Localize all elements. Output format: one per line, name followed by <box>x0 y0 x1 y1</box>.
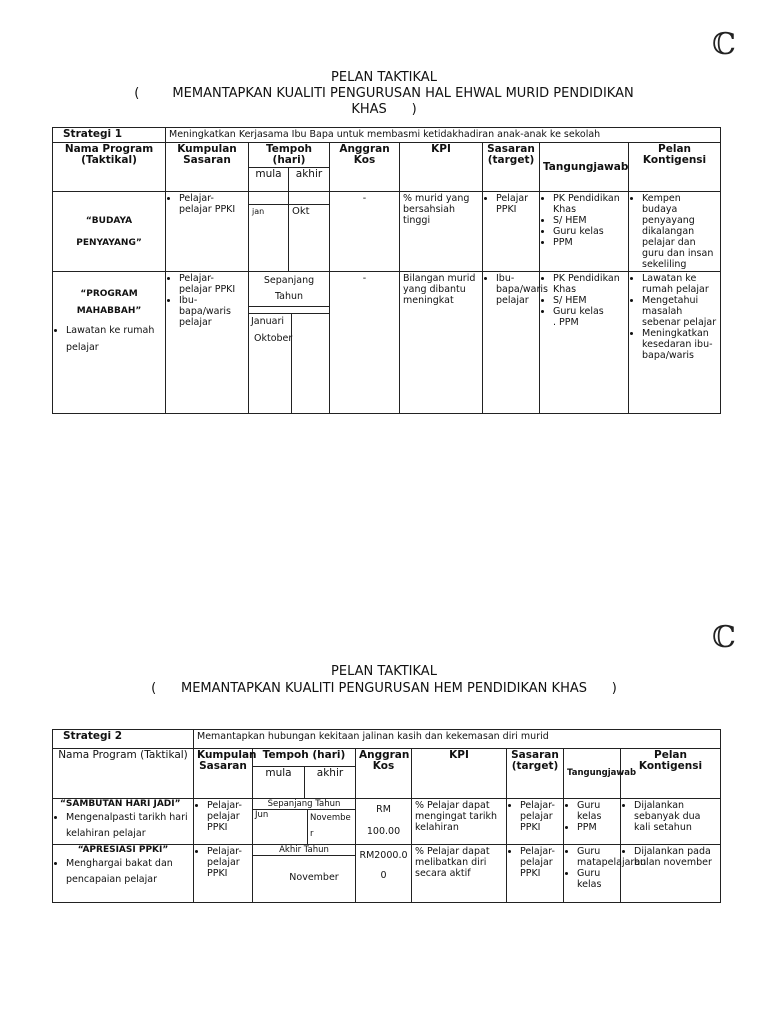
kpi-cell: Bilangan murid yang dibantu meningkat <box>400 272 483 414</box>
program-name: “SAMBUTAN HARI JADI” <box>60 799 181 809</box>
table-row <box>53 272 721 414</box>
list-item: • Mengetahui masalah sebenar pelajar <box>642 295 717 328</box>
list-item: • Guru kelas <box>553 226 625 237</box>
strategy-label: Strategi 2 <box>53 730 194 749</box>
target-group-cell <box>194 799 253 845</box>
header-end: akhir <box>305 767 356 799</box>
header-kpi: KPI <box>400 143 483 192</box>
budget-cell: RM 100.00 <box>356 799 412 845</box>
kpi-cell: % Pelajar dapat mengingat tarikh kelahiran <box>412 799 507 845</box>
list-item: • Dijalankan pada bulan november <box>634 846 717 868</box>
list-item: • Pelajar-pelajar PPKI <box>207 846 249 879</box>
page2-title: PELAN TAKTIKAL <box>331 664 437 679</box>
tactical-plan-table-1 <box>52 127 721 414</box>
table-row <box>53 192 721 272</box>
page2-subtitle: ( MEMANTAPKAN KUALITI PENGURUSAN HEM PENDIDIKAN KHAS ) <box>151 681 617 696</box>
period-cell <box>253 845 356 903</box>
list-item: • Pelajar-pelajar PPKI <box>179 273 245 295</box>
start-value: Jun <box>253 810 308 844</box>
list-item: • S/ HEM <box>553 295 625 306</box>
list-item: • Pelajar-pelajar PPKI <box>520 846 560 879</box>
header-contingency: Pelan Kontigensi <box>629 143 721 192</box>
target-group-cell <box>166 192 249 272</box>
list-item: • Pelajar PPKI <box>496 193 536 215</box>
header-target-group: Kumpulan Sasaran <box>166 143 249 192</box>
list-item: • Ibu-bapa/waris pelajar <box>496 273 536 306</box>
header-kpi: KPI <box>412 749 507 799</box>
list-item: • Kempen budaya penyayang dikalangan pelajar dan guru dan insan sekeliling <box>642 193 717 270</box>
responsible-cell <box>564 845 647 903</box>
list-item: • Guru matapelajaran <box>577 846 617 868</box>
program-cell <box>53 845 194 903</box>
oktober-label: Oktober <box>254 333 293 344</box>
header-program: Nama Program (Taktikal) <box>53 143 166 192</box>
program-name: “PROGRAM MAHABBAH” <box>76 289 142 316</box>
end-value: November <box>310 813 351 839</box>
target-cell <box>483 192 540 272</box>
header-program: Nama Program (Taktikal) <box>53 749 194 799</box>
start-value: Januari <box>249 314 292 413</box>
target-cell <box>483 272 548 414</box>
budget-cell: - <box>330 272 400 414</box>
kpi-cell: % Pelajar dapat melibatkan diri secara aktif <box>412 845 507 903</box>
kpi-cell: % murid yang bersahsiah tinggi <box>400 192 483 272</box>
responsible-cell <box>540 272 629 414</box>
page1-subtitle-line2: KHAS ) <box>351 102 417 117</box>
contingency-cell <box>629 192 721 272</box>
page1-subtitle-line1: ( MEMANTAPKAN KUALITI PENGURUSAN HAL EHWAL MURID PENDIDIKAN <box>134 86 634 101</box>
header-period: Tempoh (hari) <box>253 749 356 767</box>
budget-cell: RM2000.00 <box>356 845 412 903</box>
contingency-cell <box>621 845 721 903</box>
list-item: • PPM <box>553 237 625 248</box>
period-top: Akhir Tahun <box>253 845 355 856</box>
list-item: • Lawatan ke rumah pelajar <box>66 322 162 356</box>
end-value <box>292 314 329 413</box>
target-cell <box>507 845 564 903</box>
program-cell <box>53 192 166 272</box>
header-target-group: Kumpulan Sasaran <box>194 749 253 799</box>
list-item: • Meningkatkan kesedaran ibu-bapa/waris <box>642 328 717 361</box>
period-top: Sepanjang Tahun <box>253 799 355 810</box>
document-corner-mark: ℂ <box>712 27 736 62</box>
start-value: jan <box>252 207 265 216</box>
table-row <box>53 799 721 845</box>
header-budget: Anggran Kos <box>356 749 412 799</box>
list-item: • PPM <box>577 822 617 833</box>
header-target: Sasaran (target) <box>507 749 564 799</box>
strategy-text: Meningkatkan Kerjasama Ibu Bapa untuk membasmi ketidakhadiran anak-anak ke sekolah <box>166 128 721 143</box>
contingency-cell <box>629 272 721 414</box>
target-group-cell <box>194 845 253 903</box>
list-item: • PK Pendidikan Khas <box>553 273 625 295</box>
target-cell <box>507 799 564 845</box>
table-row <box>53 845 721 903</box>
tactical-plan-table-2 <box>52 729 721 903</box>
contingency-cell <box>621 799 721 845</box>
responsible-cell <box>540 192 629 272</box>
list-item: • Dijalankan sebanyak dua kali setahun <box>634 800 717 833</box>
list-item: • S/ HEM <box>553 215 625 226</box>
list-item: • Guru kelas <box>577 800 617 822</box>
header-start: mula <box>253 767 305 799</box>
list-item: • Menghargai bakat dan pencapaian pelajar <box>66 856 190 888</box>
document-corner-mark: ℂ <box>712 620 736 655</box>
list-item: • Pelajar-pelajar PPKI <box>179 193 245 215</box>
list-item: • Mengenalpasti tarikh hari kelahiran pelajar <box>66 810 190 842</box>
list-item: • Guru kelas <box>553 306 625 317</box>
budget-cell: - <box>330 192 400 272</box>
header-responsible: Tangungjawab <box>540 143 629 192</box>
list-item: • Guru kelas <box>577 868 617 890</box>
list-item: • Pelajar-pelajar PPKI <box>520 800 560 833</box>
program-cell <box>53 272 166 414</box>
program-name: “APRESIASI PPKI” <box>77 845 169 855</box>
period-top: Sepanjang Tahun <box>249 272 329 307</box>
period-cell <box>253 799 356 845</box>
page1-title: PELAN TAKTIKAL <box>331 70 437 85</box>
header-end: akhir <box>289 168 330 192</box>
program-name: “BUDAYA PENYAYANG” <box>76 215 142 248</box>
list-item: • Ibu-bapa/waris pelajar <box>179 295 245 328</box>
program-cell <box>53 799 194 845</box>
target-group-cell <box>166 272 249 414</box>
list-item: . PPM <box>553 317 579 328</box>
header-start: mula <box>249 168 289 192</box>
responsible-cell <box>564 799 621 845</box>
list-item: • Lawatan ke rumah pelajar <box>642 273 717 295</box>
end-cell <box>289 192 330 272</box>
end-value: November <box>289 872 339 883</box>
strategy-label: Strategi 1 <box>53 128 166 143</box>
list-item: • Pelajar-pelajar PPKI <box>207 800 249 833</box>
list-item: • PK Pendidikan Khas <box>553 193 625 215</box>
header-period: Tempoh (hari) <box>249 143 330 168</box>
start-cell <box>249 192 289 272</box>
end-value: Okt <box>292 206 310 217</box>
header-target: Sasaran (target) <box>483 143 540 192</box>
header-budget: Anggran Kos <box>330 143 400 192</box>
header-responsible: Tangungjawab <box>564 749 621 799</box>
strategy-text: Memantapkan hubungan kekitaan jalinan kasih dan kekemasan diri murid <box>194 730 721 749</box>
header-contingency: Pelan Kontigensi <box>621 749 721 799</box>
